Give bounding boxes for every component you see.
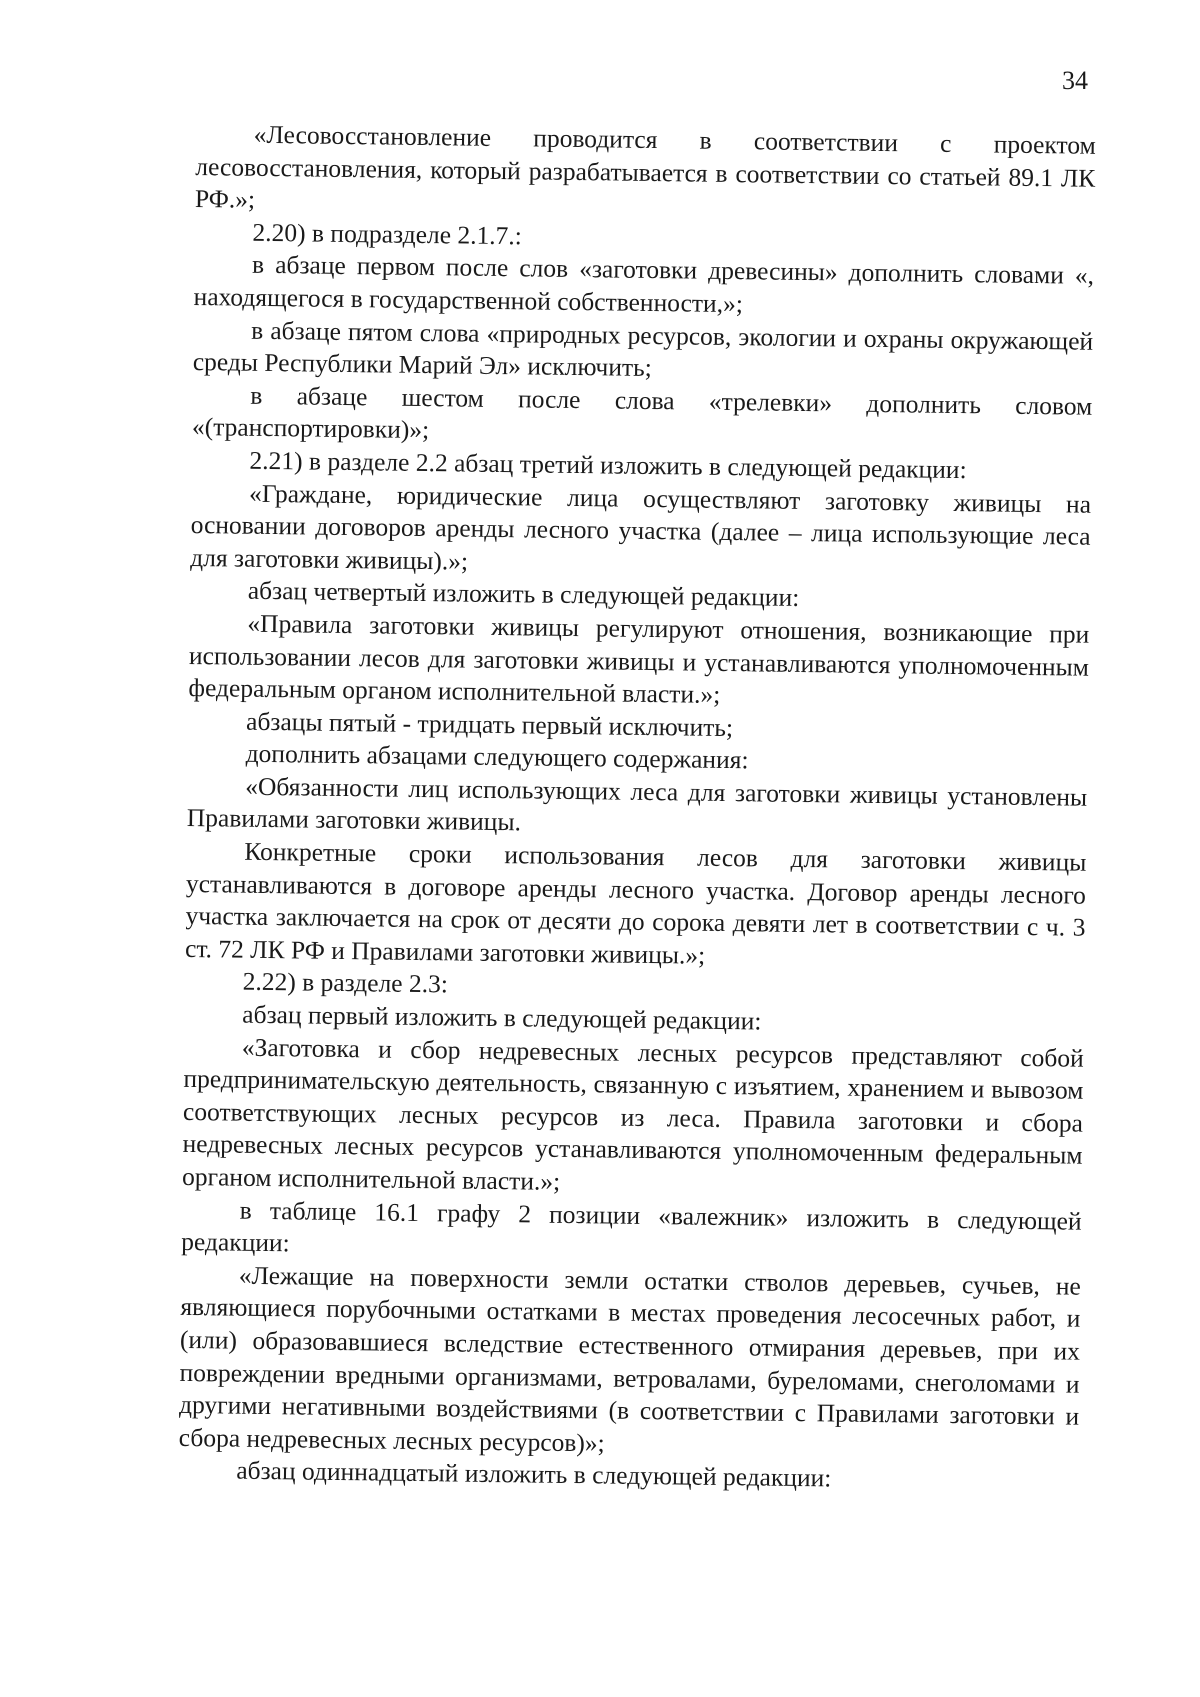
paragraph: Конкретные сроки использования лесов для заготовки живицы устанавливаются в договоре аренды лесного участка. Договор аренды лесного участка заключается на срок от десяти до сорока девяти лет в соответствии с ч. 3 ст. 72 ЛК РФ и Правилами заготовки живицы.»; [184,836,1087,970]
paragraph: «Граждане, юридические лица осуществляют заготовку живицы на основании договоров аренды лесного участка (далее – лица использующие леса для заготовки живицы).»; [190,478,1092,576]
paragraph: 2.20) в подразделе 2.1.7.: [252,217,523,251]
paragraph: абзацы пятый - тридцать первый исключить; [245,706,734,742]
paragraph: абзац четвертый изложить в следующей редакции: [247,576,800,613]
paragraph: абзац одиннадцатый изложить в следующей редакции: [236,1455,832,1493]
paragraph: «Обязанности лиц использующих леса для заготовки живицы установлены Правилами заготовки живицы. [186,771,1088,837]
paragraph: в абзаце шестом после слова «трелевки» дополнить словом «(транспортировки)»; [191,380,1093,445]
paragraph: в абзаце первом после слов «заготовки древесины» дополнить словами «, находящегося в государственной собственности,»; [193,250,1095,319]
document-body [178,118,1096,1499]
paragraph: в таблице 16.1 графу 2 позиции «валежник» изложить в следующей редакции: [181,1195,1082,1258]
page-number: 34 [1062,66,1088,95]
paragraph: абзац первый изложить в следующей редакции: [242,999,762,1036]
paragraph: «Заготовка и сбор недревесных лесных ресурсов представляют собой предпринимательскую деятельность, связанную с изъятием, хранением и вывозом соответствующих лесных ресурсов из леса. Правила заготовки и сбора недревесных лесных ресурсов устанавливаются уполномоченным федеральным органом исполнительной власти.»; [181,1032,1084,1196]
paragraph: «Правила заготовки живицы регулируют отношения, возникающие при использовании лесов для заготовки живицы и устанавливаются уполномоченным федеральным органом исполнительной власти.»; [188,608,1090,710]
paragraph: «Лесовосстановление проводится в соответствии с проектом лесовосстановления, который разрабатывается в соответствии со статьей 89.1 ЛК РФ.»; [194,119,1096,214]
paragraph: 2.22) в разделе 2.3: [242,967,449,999]
paragraph: «Лежащие на поверхности земли остатки стволов деревьев, сучьев, не являющиеся порубочными остатками в местах проведения лесосечных работ, и (или) образовавшиеся вследствие естественного отмирания деревьев, при их повреждении вредными организмами, ветровалами, буреломами, снеголомами и другими негативными воздействиями (в соответствии с Правилами заготовки и сбора недревесных лесных ресурсов)»; [178,1260,1081,1458]
paragraph: дополнить абзацами следующего содержания: [245,738,749,775]
paragraph: 2.21) в разделе 2.2 абзац третий изложить в следующей редакции: [249,445,967,485]
paragraph: в абзаце пятом слова «природных ресурсов, экологии и охраны окружающей среды Республики Марий Эл» исключить; [192,315,1094,383]
